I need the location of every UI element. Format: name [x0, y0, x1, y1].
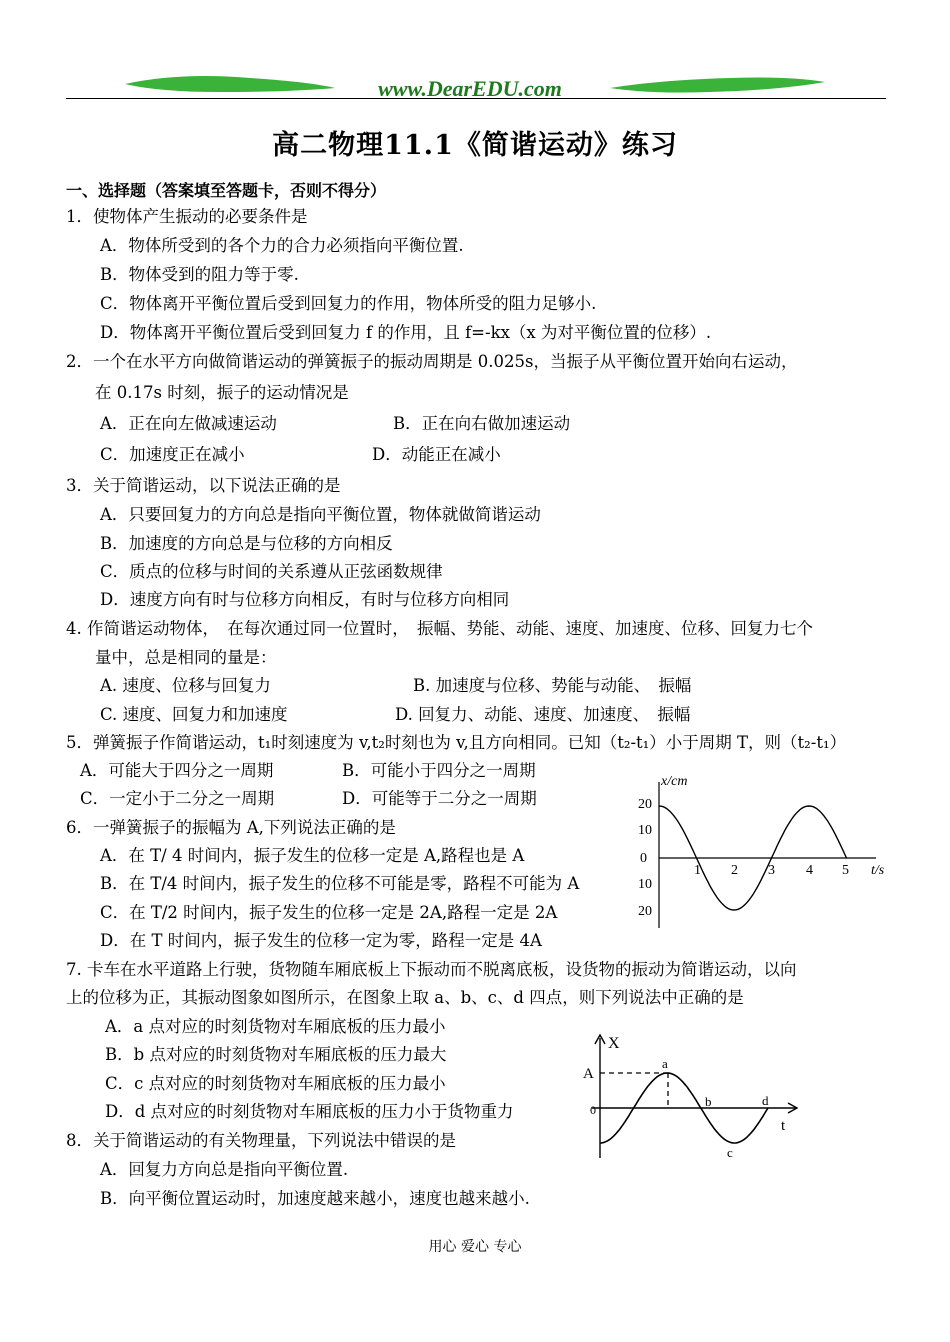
q6-option-b: B．在 T/4 时间内，振子发生的位移不可能是零，路程不可能为 A — [100, 874, 580, 893]
q6-option-a: A．在 T/ 4 时间内，振子发生的位移一定是 A,路程也是 A — [100, 846, 525, 865]
graph1-xtick: 3 — [768, 863, 775, 878]
q3-option-d: D．速度方向有时与位移方向相反，有时与位移方向相同 — [100, 590, 510, 609]
graph1-ytick: 10 — [638, 877, 652, 892]
q1-option-c: C．物体离开平衡位置后受到回复力的作用，物体所受的阻力足够小. — [100, 294, 597, 313]
graph1-xtick: 5 — [842, 863, 849, 878]
q5-option-b: B．可能小于四分之一周期 — [342, 761, 536, 780]
q4-option-b: B. 加速度与位移、势能与动能、 振幅 — [413, 676, 692, 695]
section-heading: 一、选择题（答案填至答题卡，否则不得分） — [66, 181, 387, 200]
q4-stem-line1: 4. 作简谐运动物体， 在每次通过同一位置时， 振幅、势能、动能、速度、加速度、位移、回复力七个 — [66, 619, 813, 638]
graph2-ylabel: X — [608, 1035, 620, 1052]
graph1-ytick: 20 — [638, 904, 652, 919]
graph1-xtick: 4 — [806, 863, 813, 878]
q5-option-d: D．可能等于二分之一周期 — [342, 789, 537, 808]
q2-option-b: B．正在向右做加速运动 — [393, 414, 571, 433]
logo-text: www.DearEDU.com — [378, 76, 562, 101]
q2-stem-line2: 在 0.17s 时刻，振子的运动情况是 — [95, 383, 349, 402]
q8-option-b: B．向平衡位置运动时，加速度越来越小，速度也越来越小. — [100, 1189, 530, 1208]
q2-option-c: C．加速度正在减小 — [100, 445, 245, 464]
q4-option-c: C. 速度、回复力和加速度 — [100, 705, 288, 724]
q6-stem: 6．一弹簧振子的振幅为 A,下列说法正确的是 — [66, 818, 396, 837]
q5-stem: 5．弹簧振子作简谐运动，t₁时刻速度为 v,t₂时刻也为 v,且方向相同。已知（t₂-t₁）小于周期 T，则（t₂-t₁） — [66, 733, 847, 752]
page-footer: 用心 爱心 专心 — [428, 1239, 522, 1255]
graph1-ytick: 10 — [638, 823, 652, 838]
q4-option-d: D. 回复力、动能、速度、加速度、 振幅 — [395, 705, 691, 724]
q7-option-a: A．a 点对应的时刻货物对车厢底板的压力最小 — [105, 1017, 446, 1036]
q1-option-b: B．物体受到的阻力等于零. — [100, 265, 299, 284]
graph2-xlabel: t — [781, 1118, 786, 1134]
graph1-ytick: 0 — [640, 851, 647, 866]
q3-option-c: C．质点的位移与时间的关系遵从正弦函数规律 — [100, 562, 443, 581]
q1-option-a: A．物体所受到的各个力的合力必须指向平衡位置. — [100, 236, 464, 255]
q5-option-a: A．可能大于四分之一周期 — [80, 761, 274, 780]
graph2-point-d: d — [762, 1093, 769, 1108]
q3-option-a: A．只要回复力的方向总是指向平衡位置，物体就做简谐运动 — [100, 505, 541, 524]
q3-stem: 3．关于简谐运动，以下说法正确的是 — [66, 476, 341, 495]
q7-option-d: D．d 点对应的时刻货物对车厢底板的压力小于货物重力 — [105, 1102, 514, 1121]
q1-stem: 1．使物体产生振动的必要条件是 — [66, 207, 308, 226]
q2-option-a: A．正在向左做减速运动 — [100, 414, 277, 433]
graph1-ytick: 20 — [638, 797, 652, 812]
header-rule — [66, 98, 886, 99]
graph2-point-c: c — [727, 1145, 733, 1160]
graph1-xtick: 1 — [694, 863, 701, 878]
graph2-amplitude-label: A — [583, 1066, 594, 1082]
q3-option-b: B．加速度的方向总是与位移的方向相反 — [100, 534, 393, 553]
q7-option-c: C．c 点对应的时刻货物对车厢底板的压力最小 — [105, 1074, 446, 1093]
q8-stem: 8．关于简谐运动的有关物理量，下列说法中错误的是 — [66, 1131, 456, 1150]
q6-option-d: D．在 T 时间内，振子发生的位移一定为零，路程一定是 4A — [100, 931, 542, 950]
q7-stem-line2: 上的位移为正，其振动图象如图所示，在图象上取 a、b、c、d 四点，则下列说法中正确的是 — [66, 988, 744, 1007]
q1-option-d: D．物体离开平衡位置后受到回复力 f 的作用，且 f=-kx（x 为对平衡位置的位移）. — [100, 323, 712, 342]
q7-option-b: B．b 点对应的时刻货物对车厢底板的压力最大 — [105, 1045, 447, 1064]
q7-stem-line1: 7. 卡车在水平道路上行驶，货物随车厢底板上下振动而不脱离底板，设货物的振动为简谐运动，以向 — [66, 960, 797, 979]
q4-option-a: A. 速度、位移与回复力 — [100, 676, 271, 695]
graph1-xlabel: t/s — [871, 863, 885, 878]
graph2-origin-label: 0 — [590, 1103, 596, 1117]
graph1-xtick: 2 — [731, 863, 738, 878]
dearedu-logo — [120, 70, 830, 106]
q5-option-c: C．一定小于二分之一周期 — [80, 789, 275, 808]
q8-option-a: A．回复力方向总是指向平衡位置. — [100, 1160, 349, 1179]
graph2-point-b: b — [705, 1094, 712, 1109]
q2-option-d: D．动能正在减小 — [372, 445, 501, 464]
q2-stem-line1: 2．一个在水平方向做简谐运动的弹簧振子的振动周期是 0.025s，当振子从平衡位置开始向右运动， — [66, 352, 798, 371]
cargo-vibration-graph — [578, 1030, 803, 1160]
graph2-point-a: a — [662, 1056, 668, 1071]
q4-stem-line2: 量中，总是相同的量是： — [95, 648, 277, 667]
page-title: 高二物理11.1《简谐运动》练习 — [272, 130, 678, 161]
q6-option-c: C．在 T/2 时间内，振子发生的位移一定是 2A,路程一定是 2A — [100, 903, 558, 922]
graph1-ylabel: x/cm — [661, 774, 688, 789]
sine-graph — [628, 770, 893, 930]
